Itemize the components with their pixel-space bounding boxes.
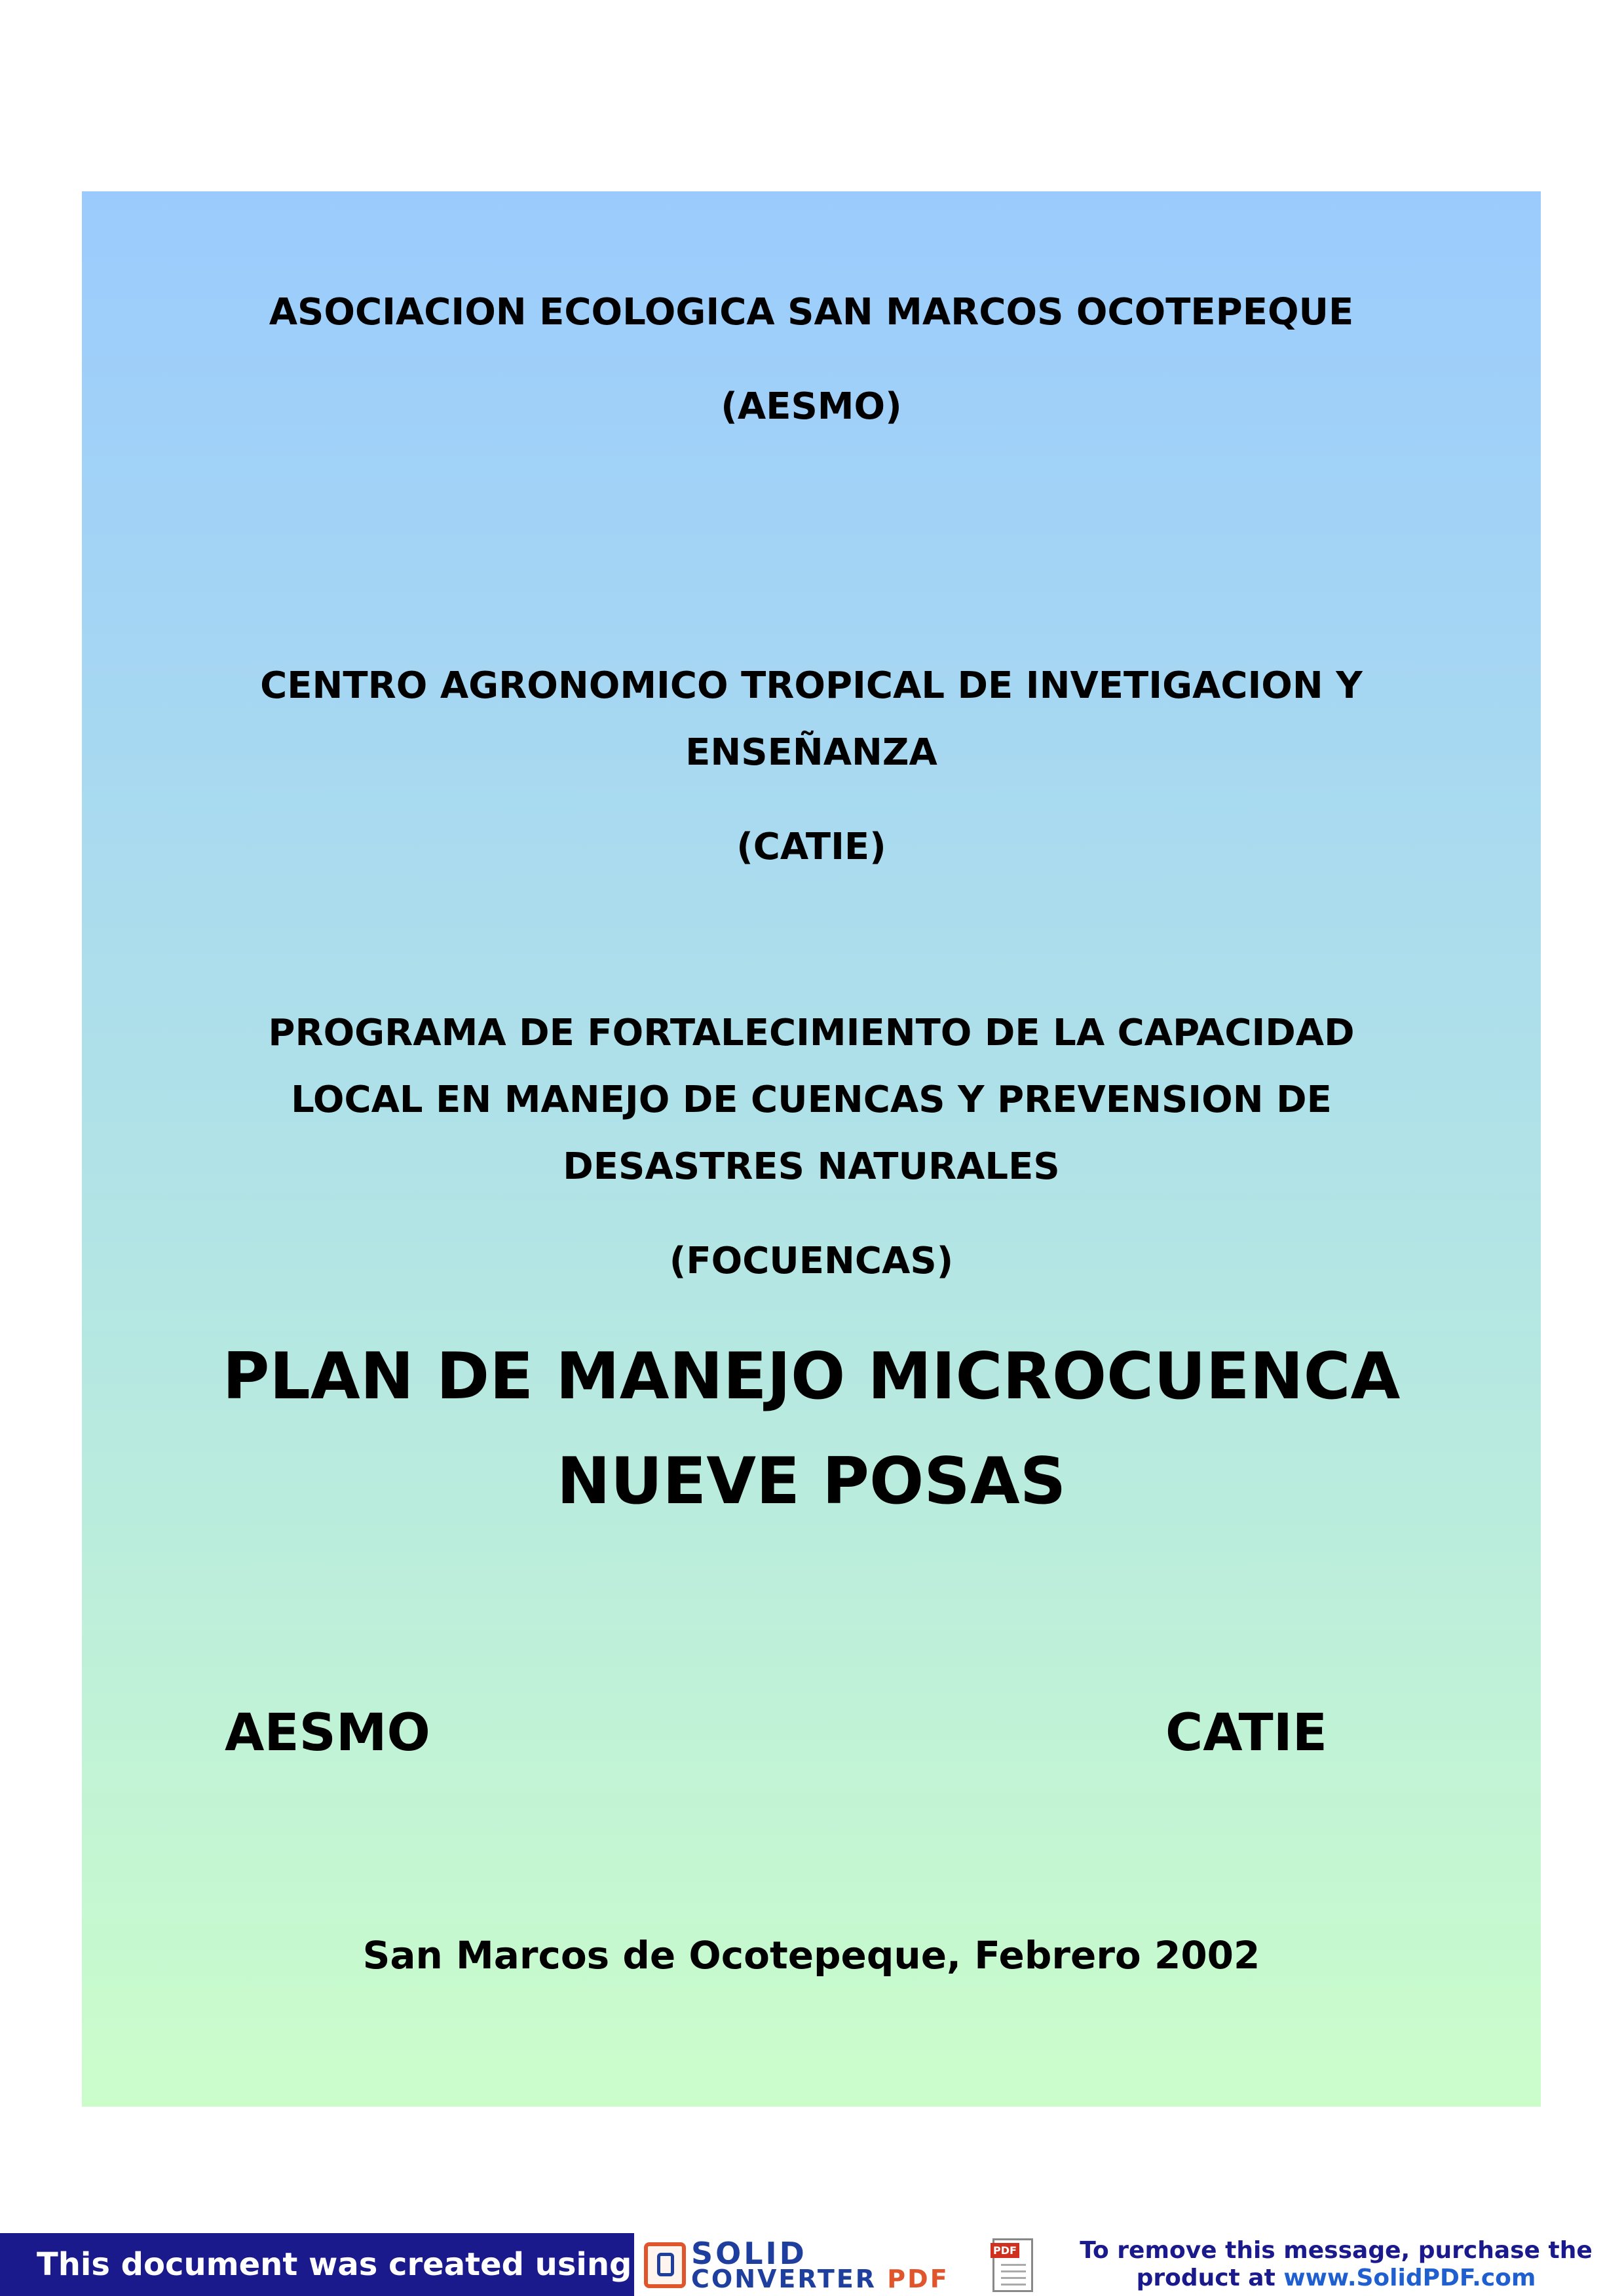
purchase-message-line-2 xyxy=(1048,2265,1624,2292)
logo-pdf-word: PDF xyxy=(887,2265,949,2293)
banner-purchase-message xyxy=(1048,2233,1624,2296)
left-organization-label: AESMO xyxy=(225,1704,430,1763)
place-and-date: San Marcos de Ocotepeque, Febrero 2002 xyxy=(362,1933,1260,1978)
institution-acronym: (CATIE) xyxy=(736,826,886,868)
pdf-icon-line xyxy=(1001,2270,1026,2272)
document-title-line-2: NUEVE POSAS xyxy=(556,1444,1067,1519)
logo-solid-text: SOLID xyxy=(691,2236,807,2271)
document-title-line-1: PLAN DE MANEJO MICROCUENCA xyxy=(222,1339,1401,1414)
solidpdf-link[interactable]: www.SolidPDF.com xyxy=(1283,2265,1536,2291)
pdf-document-icon xyxy=(992,2238,1033,2292)
pdf-icon-line xyxy=(1001,2284,1026,2286)
pdf-icon-line xyxy=(1001,2277,1026,2279)
program-name-line-1: PROGRAMA DE FORTALECIMIENTO DE LA CAPACIDAD xyxy=(268,1012,1355,1054)
cover-panel xyxy=(82,191,1541,2107)
organization-acronym: (AESMO) xyxy=(721,385,902,428)
pdf-icon-line xyxy=(1001,2264,1026,2266)
institution-name-line-2: ENSEÑANZA xyxy=(685,731,937,774)
right-organization-label: CATIE xyxy=(1165,1704,1328,1763)
logo-converter-text xyxy=(691,2266,949,2292)
pdf-icon-tag: PDF xyxy=(991,2243,1019,2258)
solid-converter-logo-icon xyxy=(644,2242,686,2288)
organization-name: ASOCIACION ECOLOGICA SAN MARCOS OCOTEPEQUE xyxy=(269,291,1354,334)
logo-converter-word: CONVERTER xyxy=(691,2265,877,2293)
converter-watermark-banner xyxy=(0,2233,1624,2296)
program-name-line-3: DESASTRES NATURALES xyxy=(563,1145,1060,1188)
purchase-message-line-1: To remove this message, purchase the xyxy=(1080,2237,1593,2264)
program-name-line-2: LOCAL EN MANEJO DE CUENCAS Y PREVENSION DE xyxy=(291,1079,1332,1121)
solid-converter-logo xyxy=(639,2237,1045,2292)
banner-created-using-text: This document was created using xyxy=(0,2233,634,2296)
purchase-message-prefix: product at xyxy=(1136,2265,1284,2291)
institution-name-line-1: CENTRO AGRONOMICO TROPICAL DE INVETIGACION Y xyxy=(260,664,1363,707)
program-acronym: (FOCUENCAS) xyxy=(669,1240,954,1282)
